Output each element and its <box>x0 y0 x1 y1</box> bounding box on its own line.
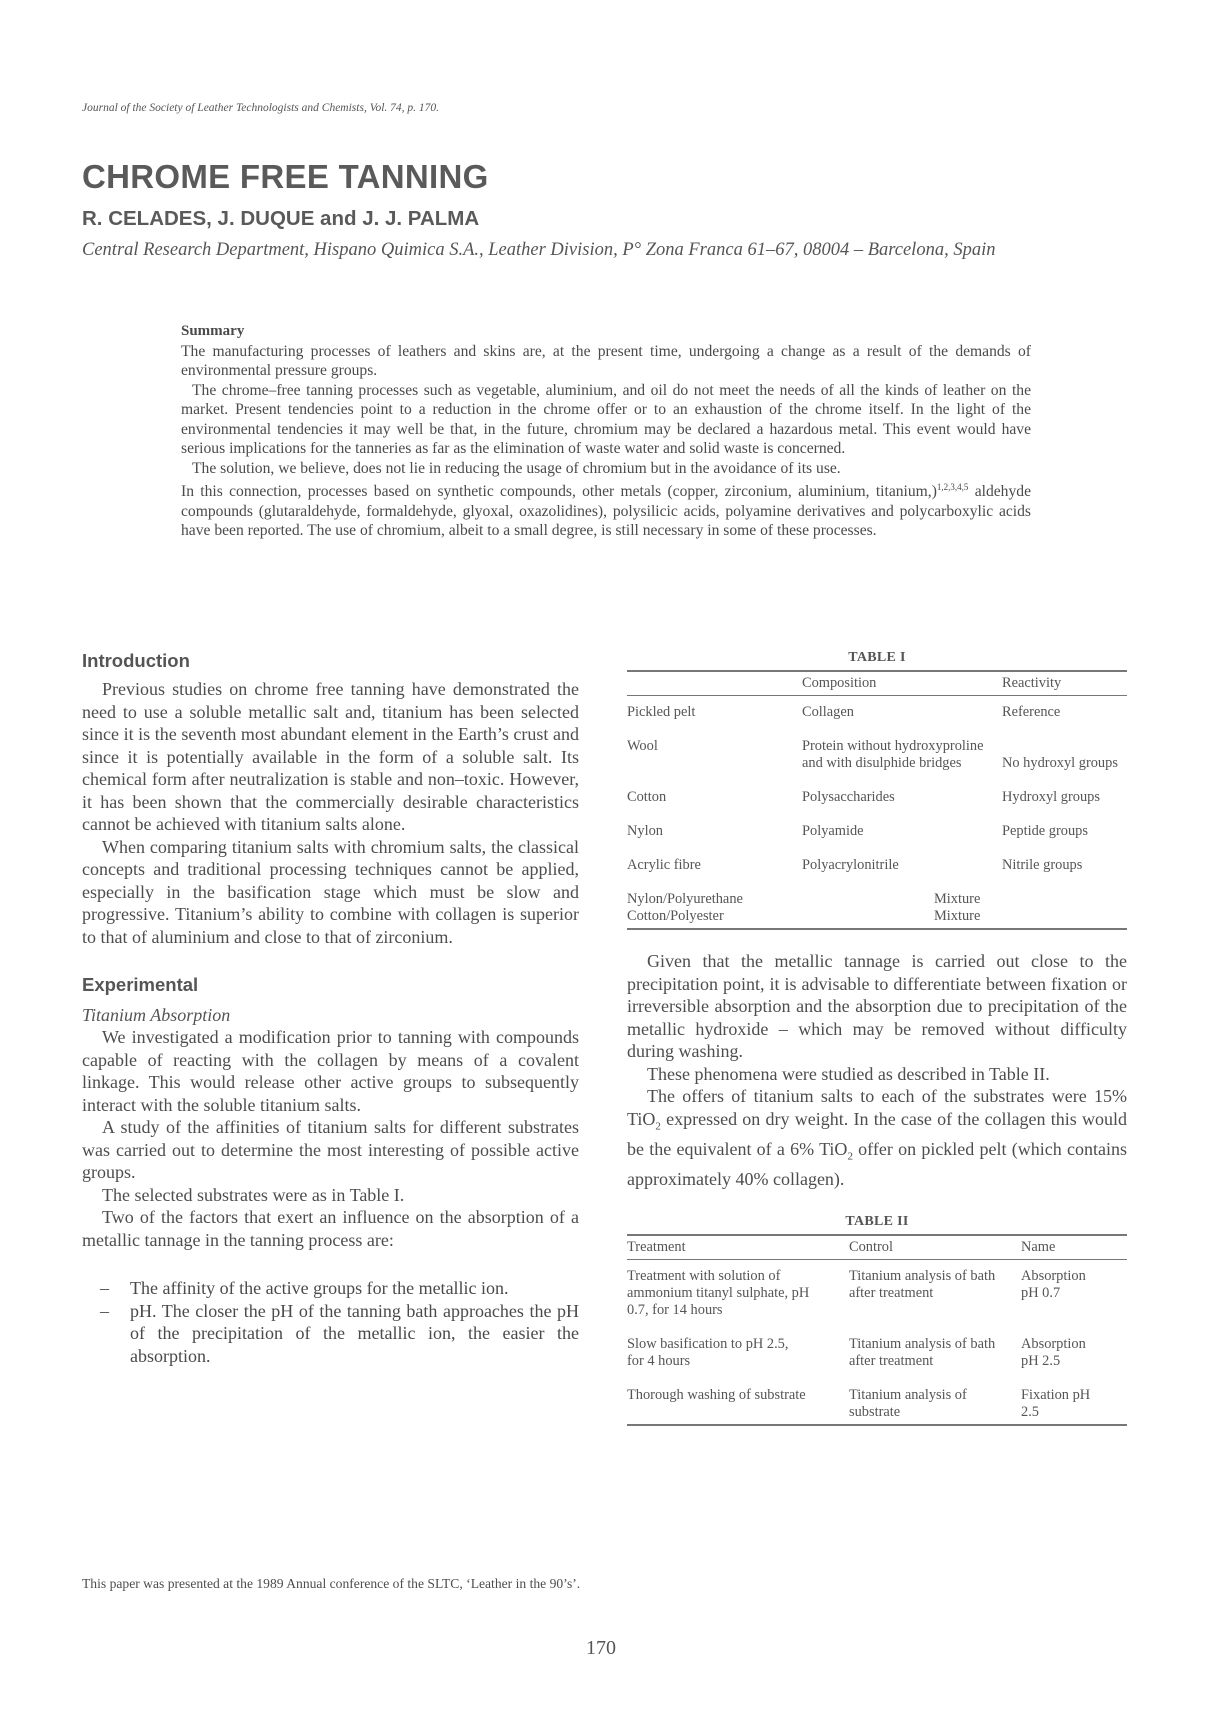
body-text: The offers of titanium salts to each of the substrates were 15% TiO <box>627 1086 1127 1129</box>
table-cell: Wool <box>627 738 658 754</box>
table-cell: Polyacrylonitrile <box>802 857 899 873</box>
table-cell: Reference <box>1002 704 1061 720</box>
table-cell: Nitrile groups <box>1002 857 1083 873</box>
table-cell: Nylon <box>627 823 663 839</box>
page-number: 170 <box>586 1637 616 1659</box>
table-row-mixtures <box>627 883 1127 929</box>
table-cell: Peptide groups <box>1002 823 1088 839</box>
table-cell <box>802 883 1127 929</box>
table2-header: Control <box>849 1235 1021 1260</box>
right-body <box>627 950 1127 1190</box>
introduction-paragraph: When comparing titanium salts with chromium salts, the classical concepts and traditional processing techniques cannot be applied, especially in the basification stage which must be slow and progressive. Titanium’s ability to combine with collagen is superior to that of aluminium and close to that of zirconium. <box>82 836 579 947</box>
table-cell: Fixation pH 2.5 <box>1021 1379 1127 1425</box>
table-cell: Absorption pH 2.5 <box>1021 1336 1086 1370</box>
summary-paragraph: The manufacturing processes of leathers and skins are, at the present time, undergoing a change as a result of the demands of environmental pressure groups. <box>181 342 1031 379</box>
experimental-body <box>82 1026 579 1251</box>
table-cell: Cotton <box>627 789 667 805</box>
experimental-paragraph: We investigated a modification prior to tanning with compounds capable of reacting with the collagen by means of a covalent linkage. This would release other active groups to subsequently interact with the soluble titanium salts. <box>82 1027 579 1115</box>
table-cell: Thorough washing of substrate <box>627 1379 849 1425</box>
introduction-body <box>82 678 579 948</box>
dash-bullet-icon: – <box>100 1278 109 1298</box>
table-cell: Hydroxyl groups <box>1002 789 1100 805</box>
body-paragraph: These phenomena were studied as described in Table II. <box>647 1063 1050 1084</box>
subscript: 2 <box>655 1120 661 1133</box>
body-paragraph <box>627 1085 1127 1190</box>
author-affiliation: Central Research Department, Hispano Quimica S.A., Leather Division, P° Zona Franca 61–67, 08004 – Barcelona, Spain <box>82 240 996 260</box>
right-column <box>627 650 1127 1426</box>
table1-caption: TABLE I <box>848 650 906 665</box>
experimental-heading: Experimental <box>82 974 199 995</box>
article-title: CHROME FREE TANNING <box>82 158 489 195</box>
table1-header: Reactivity <box>1002 671 1127 696</box>
factor-list-item <box>100 1277 579 1300</box>
table-row <box>627 849 1127 883</box>
mixture-substrate: Cotton/Polyester <box>627 908 724 924</box>
summary-paragraph <box>181 478 1031 541</box>
summary-heading: Summary <box>181 323 245 339</box>
table-row <box>627 730 1127 781</box>
table2-header: Name <box>1021 1235 1127 1260</box>
body-text: offer on pickled pelt (which contains approximately 40% collagen). <box>627 1138 1127 1189</box>
table-row <box>627 1379 1127 1425</box>
subscript: 2 <box>847 1150 853 1163</box>
left-column <box>82 650 579 1367</box>
article-authors: R. CELADES, J. DUQUE and J. J. PALMA <box>82 207 480 230</box>
mixture-composition: Mixture <box>934 908 981 924</box>
table-cell: Slow basification to pH 2.5, for 4 hours <box>627 1336 789 1370</box>
table-cell: Treatment with solution of ammonium titanyl sulphate, pH 0.7, for 14 hours <box>627 1268 810 1319</box>
table-cell: Collagen <box>802 704 854 720</box>
table1 <box>627 670 1127 930</box>
table-cell: Pickled pelt <box>627 704 696 720</box>
titanium-absorption-subheading: Titanium Absorption <box>82 1005 231 1025</box>
introduction-heading: Introduction <box>82 650 190 671</box>
dash-bullet-icon: – <box>100 1300 109 1321</box>
table-cell: Titanium analysis of bath after treatment <box>849 1336 996 1370</box>
table-row <box>627 1328 1127 1379</box>
table-row <box>627 1260 1127 1329</box>
factor-list-item <box>100 1300 579 1368</box>
table-row <box>627 815 1127 849</box>
summary-text: aldehyde compounds (glutaraldehyde, formaldehyde, glyoxal, oxazolidines), polysilicic acids, polyamine derivatives and polycarboxylic acids have been reported. The use of chromium, albeit to a small degree, is still necessary in some of these processes. <box>181 483 1031 540</box>
table1-header-row <box>627 671 1127 696</box>
citation-superscript: 1,2,3,4,5 <box>936 482 969 492</box>
table2-header-row <box>627 1235 1127 1260</box>
experimental-paragraph: A study of the affinities of titanium salts for different substrates was carried out to determine the most interesting of possible active groups. <box>82 1117 579 1182</box>
table-row <box>627 696 1127 731</box>
table2 <box>627 1234 1127 1426</box>
body-paragraph: Given that the metallic tannage is carried out close to the precipitation point, it is advisable to differentiate between fixation or irreversible absorption and the absorption due to precipitation of the metallic hydroxide – which may be removed without difficulty during washing. <box>627 951 1127 1061</box>
table-cell: Titanium analysis of bath after treatment <box>849 1268 996 1302</box>
factor-text: pH. The closer the pH of the tanning bath approaches the pH of the precipitation of the metallic ion, the easier the absorption. <box>130 1300 579 1366</box>
summary-paragraph: The solution, we believe, does not lie in reducing the usage of chromium but in the avoidance of its use. <box>192 459 841 477</box>
summary-text: In this connection, processes based on synthetic compounds, other metals (copper, zirconium, aluminium, titanium,) <box>181 483 937 501</box>
table-cell: No hydroxyl groups <box>1002 755 1118 771</box>
table-cell: Polyamide <box>802 823 864 839</box>
factor-list <box>82 1277 579 1367</box>
factor-text: The affinity of the active groups for the metallic ion. <box>130 1278 509 1298</box>
table-cell: Polysaccharides <box>802 789 895 805</box>
summary-paragraph: The chrome–free tanning processes such as vegetable, aluminium, and oil do not meet the needs of all the kinds of leather on the market. Present tendencies point to a reduction in the chrome offer or to an exhaustion of the chrome itself. In the light of the environmental tendencies it may well be that, in the future, chromium may be declared a hazardous metal. This event would have serious implications for the tanneries as far as the elimination of waste water and solid waste is concerned. <box>181 381 1031 457</box>
table2-caption: TABLE II <box>845 1214 909 1230</box>
table-cell: Protein without hydroxyproline and with disulphide bridges <box>802 738 984 771</box>
table-cell: Absorption pH 0.7 <box>1021 1268 1086 1302</box>
mixture-substrate: Nylon/Polyurethane <box>627 891 743 907</box>
table2-header: Treatment <box>627 1235 849 1260</box>
experimental-paragraph: Two of the factors that exert an influence on the absorption of a metallic tannage in the tanning process are: <box>82 1207 579 1250</box>
conference-footnote: This paper was presented at the 1989 Annual conference of the SLTC, ‘Leather in the 90’s’. <box>82 1576 581 1591</box>
table-row <box>627 781 1127 815</box>
journal-citation: Journal of the Society of Leather Technologists and Chemists, Vol. 74, p. 170. <box>82 102 440 114</box>
table-cell <box>627 883 802 929</box>
summary-section <box>181 322 1031 541</box>
experimental-paragraph: The selected substrates were as in Table I. <box>102 1184 405 1205</box>
introduction-paragraph: Previous studies on chrome free tanning have demonstrated the need to use a soluble metallic salt and, titanium has been selected since it is the seventh most abundant element in the Earth’s crust and since it is potentially available in the form of a soluble salt. Its chemical form after neutralization is stable and non–toxic. However, it has been shown that the commercially desirable characteristics cannot be achieved with titanium salts alone. <box>82 679 579 834</box>
table-cell: Titanium analysis of substrate <box>849 1379 1021 1425</box>
table1-header <box>627 671 802 696</box>
body-text: expressed on dry weight. In the case of the collagen this would be the equivalent of a 6% TiO <box>627 1108 1127 1159</box>
mixture-composition: Mixture <box>934 891 981 907</box>
table1-header: Composition <box>802 671 1002 696</box>
table-cell: Acrylic fibre <box>627 857 701 873</box>
